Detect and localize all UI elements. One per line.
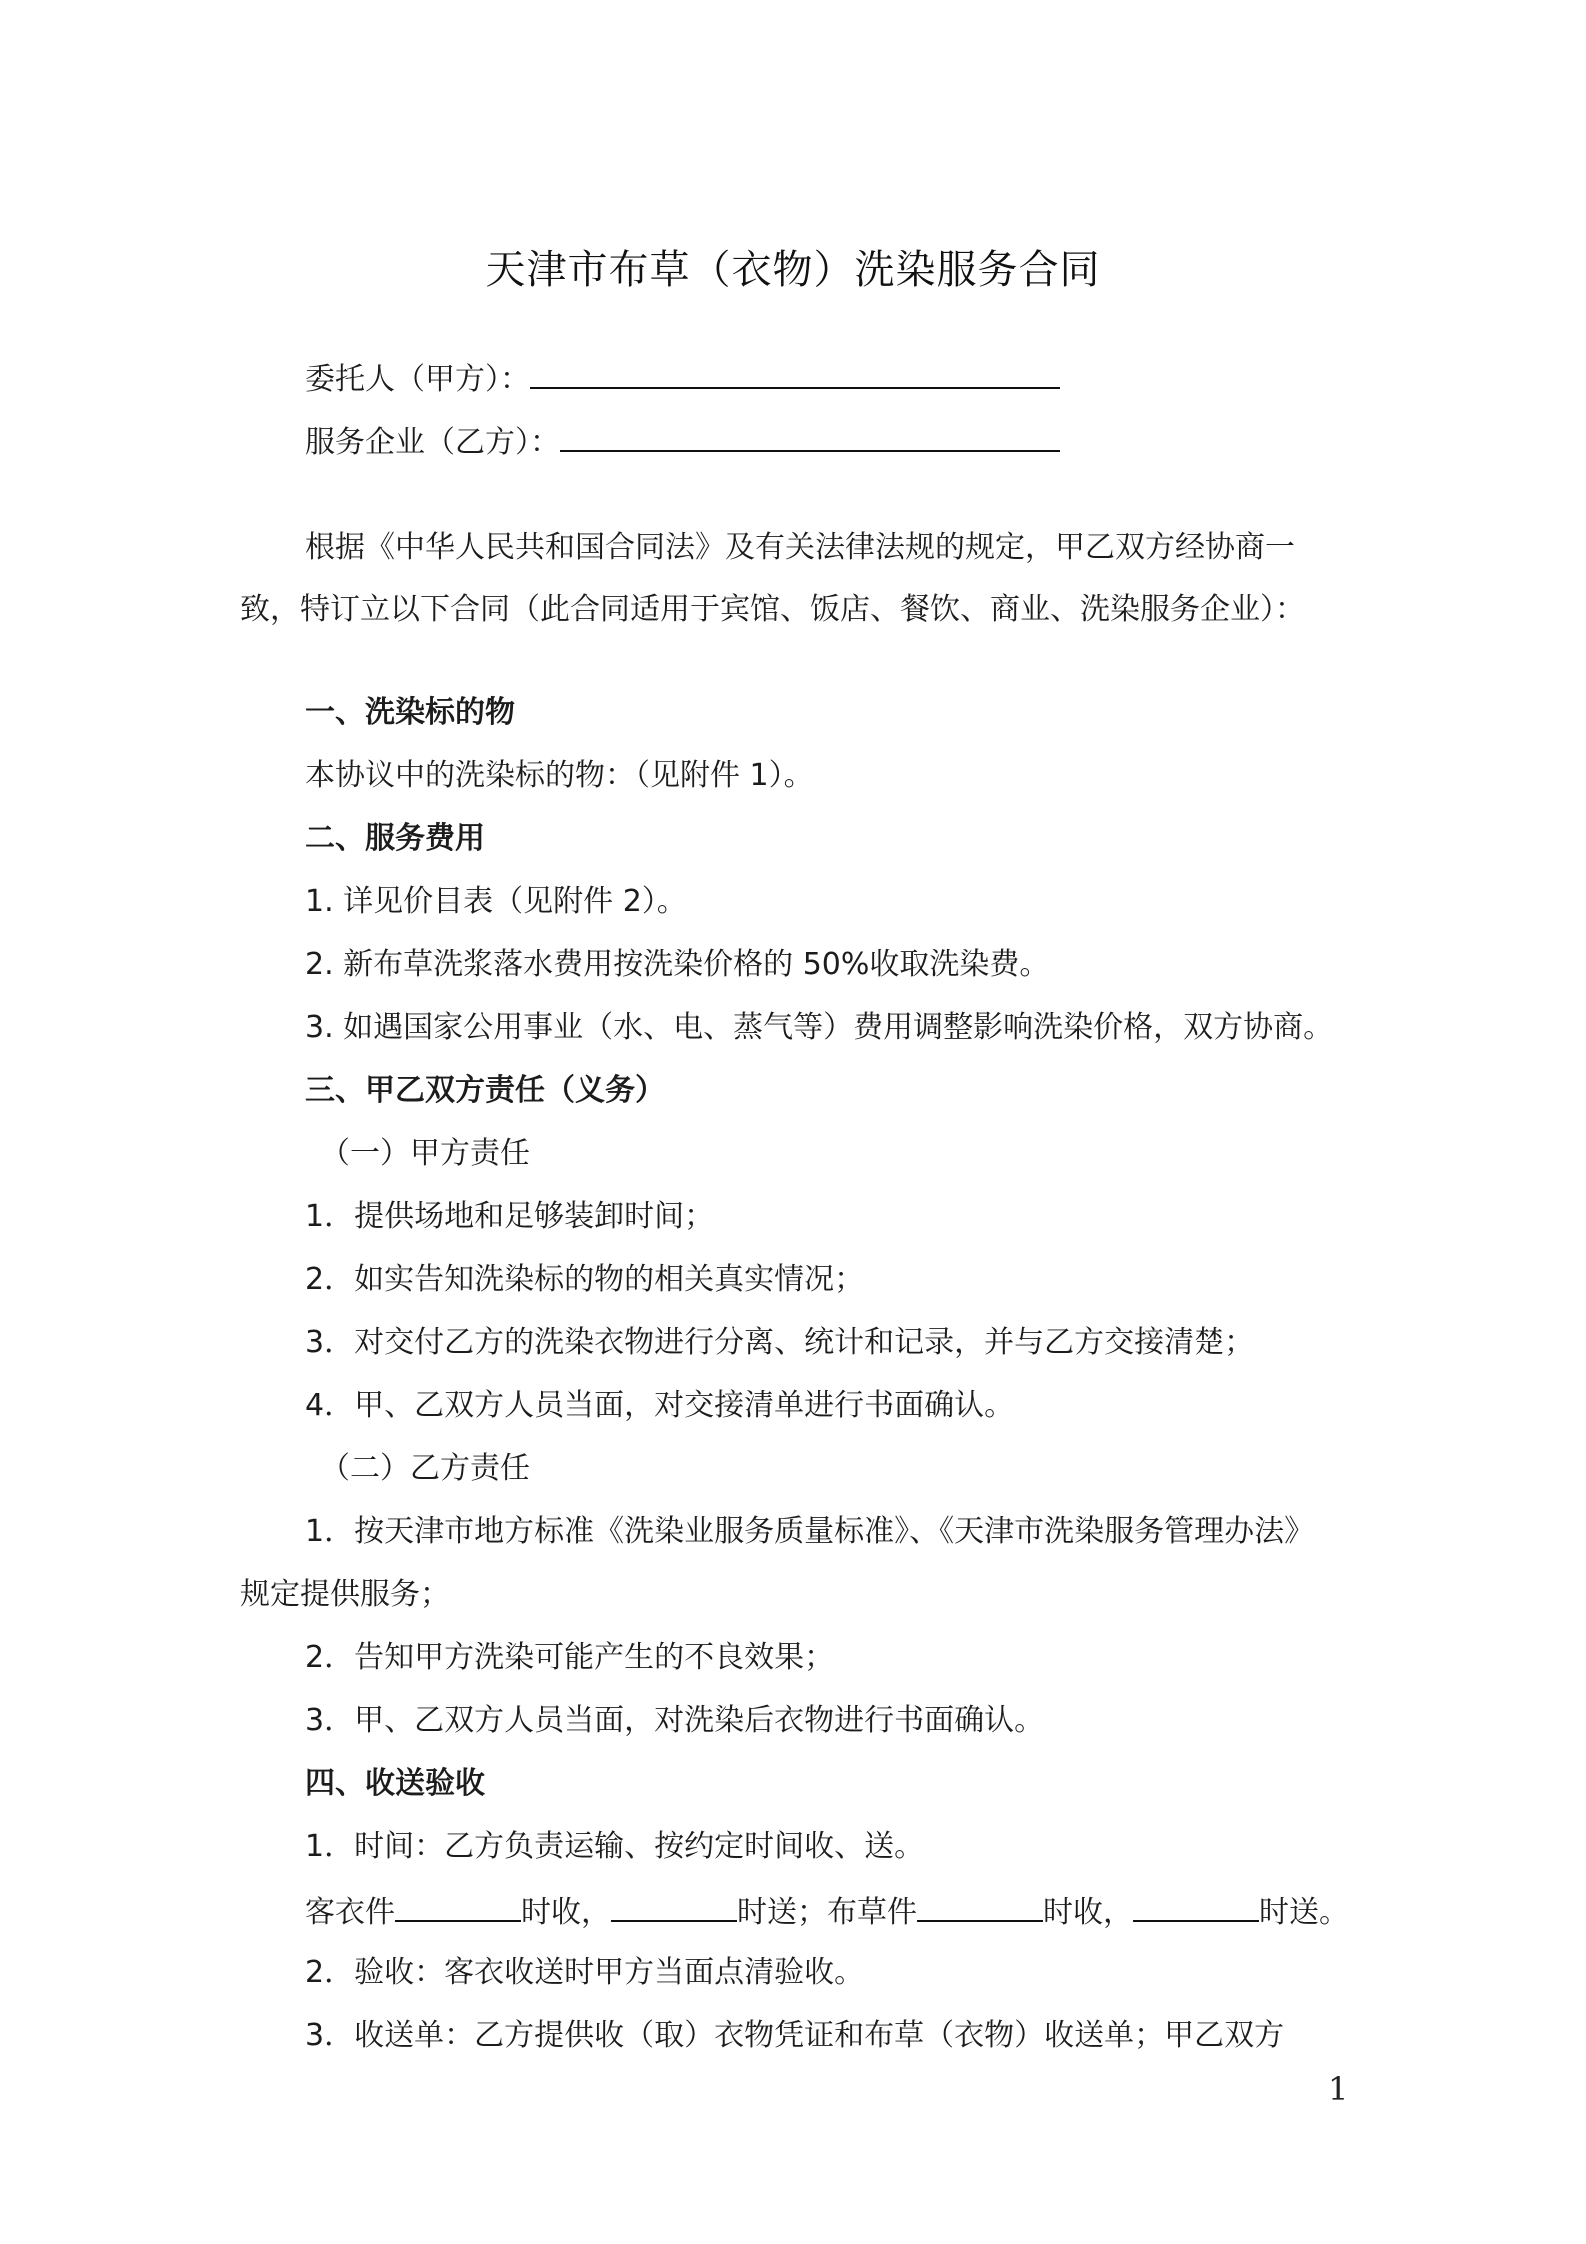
party-a-responsibility-item: 2．如实告知洗染标的物的相关真实情况； — [305, 1262, 865, 1297]
party-a-responsibility-subheading: （一）甲方责任 — [320, 1136, 530, 1171]
section-2-heading: 二、服务费用 — [305, 821, 485, 856]
party-a-line — [305, 357, 1060, 400]
section-1-body: 本协议中的洗染标的物：（见附件 1）。 — [305, 758, 814, 793]
section-4-heading: 四、收送验收 — [305, 1766, 485, 1801]
party-b-responsibility-item: 2．告知甲方洗染可能产生的不良效果； — [305, 1640, 835, 1675]
party-b-line — [305, 420, 1060, 463]
linen-receive-time-blank — [917, 1890, 1043, 1922]
section-2-item: 3. 如遇国家公用事业（水、电、蒸气等）费用调整影响洗染价格，双方协商。 — [305, 1010, 1334, 1045]
receive-suffix: 时收， — [521, 1895, 611, 1930]
linen-receive-suffix: 时收， — [1043, 1895, 1133, 1930]
section-4-time-item: 1．时间：乙方负责运输、按约定时间收、送。 — [305, 1829, 925, 1864]
page-number: 1 — [1328, 2070, 1349, 2108]
party-b-responsibility-item-1: 1．按天津市地方标准《洗染业服务质量标准》、《天津市洗染服务管理办法》 — [305, 1514, 1315, 1549]
party-b-responsibility-subheading: （二）乙方责任 — [320, 1451, 530, 1486]
section-4-check-item: 2．验收：客衣收送时甲方当面点清验收。 — [305, 1955, 865, 1990]
section-2-item: 2. 新布草洗浆落水费用按洗染价格的 50%收取洗染费。 — [305, 947, 1050, 982]
section-2-item: 1. 详见价目表（见附件 2）。 — [305, 884, 687, 919]
section-3-heading: 三、甲乙双方责任（义务） — [305, 1073, 665, 1108]
linen-send-time-blank — [1133, 1890, 1259, 1922]
party-b-blank — [560, 420, 1060, 452]
guest-clothes-label: 客衣件 — [305, 1895, 395, 1930]
document-title: 天津市布草（衣物）洗染服务合同 — [485, 247, 1101, 293]
party-a-label: 委托人（甲方）： — [305, 362, 530, 397]
party-b-responsibility-item-1-cont: 规定提供服务； — [240, 1577, 450, 1612]
section-1-heading: 一、洗染标的物 — [305, 695, 515, 730]
party-a-responsibility-item: 3．对交付乙方的洗染衣物进行分离、统计和记录，并与乙方交接清楚； — [305, 1325, 1255, 1360]
party-a-responsibility-item: 1．提供场地和足够装卸时间； — [305, 1199, 715, 1234]
intro-line-1: 根据《中华人民共和国合同法》及有关法律法规的规定，甲乙双方经协商一 — [305, 530, 1295, 565]
party-b-label: 服务企业（乙方）： — [305, 425, 560, 460]
party-b-responsibility-item: 3．甲、乙双方人员当面，对洗染后衣物进行书面确认。 — [305, 1703, 1045, 1738]
guest-receive-time-blank — [395, 1890, 521, 1922]
linen-label: 布草件 — [827, 1895, 917, 1930]
schedule-line — [305, 1890, 1349, 1933]
party-a-blank — [530, 357, 1060, 389]
intro-line-2: 致，特订立以下合同（此合同适用于宾馆、饭店、餐饮、商业、洗染服务企业）： — [240, 592, 1305, 627]
party-a-responsibility-item: 4．甲、乙双方人员当面，对交接清单进行书面确认。 — [305, 1388, 1015, 1423]
guest-send-time-blank — [611, 1890, 737, 1922]
send-suffix: 时送； — [737, 1895, 827, 1930]
section-4-slip-item: 3．收送单：乙方提供收（取）衣物凭证和布草（衣物）收送单；甲乙双方 — [305, 2018, 1285, 2053]
final-send-suffix: 时送。 — [1259, 1895, 1349, 1930]
